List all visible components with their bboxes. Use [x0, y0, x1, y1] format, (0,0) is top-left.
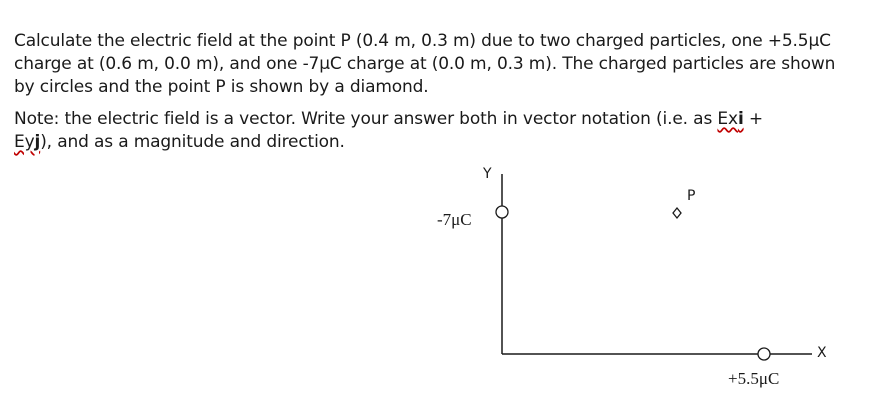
ex-symbol-text: Exi	[717, 109, 744, 129]
charge-bottom-label: +5.5μC	[728, 369, 780, 388]
charge-left-circle	[496, 206, 508, 218]
unit-vector-letter: i	[737, 109, 744, 129]
ey-symbol-text: Eyj	[14, 132, 41, 152]
note-text-part2: ), and as a magnitude and direction.	[40, 132, 345, 152]
problem-statement: Calculate the electric field at the point P (0.4 m, 0.3 m) due to two charged particles, one +5.5μC charge at (0.6 m, 0.0 m), and one -7μC charge at (0.0 m, 0.3 m). The charged particles are shown by circles and the point P is shown by a diamond.	[14, 31, 836, 97]
charge-bottom-circle	[758, 348, 770, 360]
point-p-label: P	[687, 188, 696, 204]
x-axis-label: X	[817, 345, 827, 361]
note-plus: +	[743, 109, 763, 129]
y-axis-label: Y	[483, 166, 492, 182]
note-text-part1: Note: the electric field is a vector. Write your answer both in vector notation (i.e. as	[14, 109, 718, 129]
point-p-diamond	[673, 208, 681, 218]
unit-vector-letter: j	[34, 132, 41, 152]
charge-left-label: -7μC	[437, 210, 472, 229]
